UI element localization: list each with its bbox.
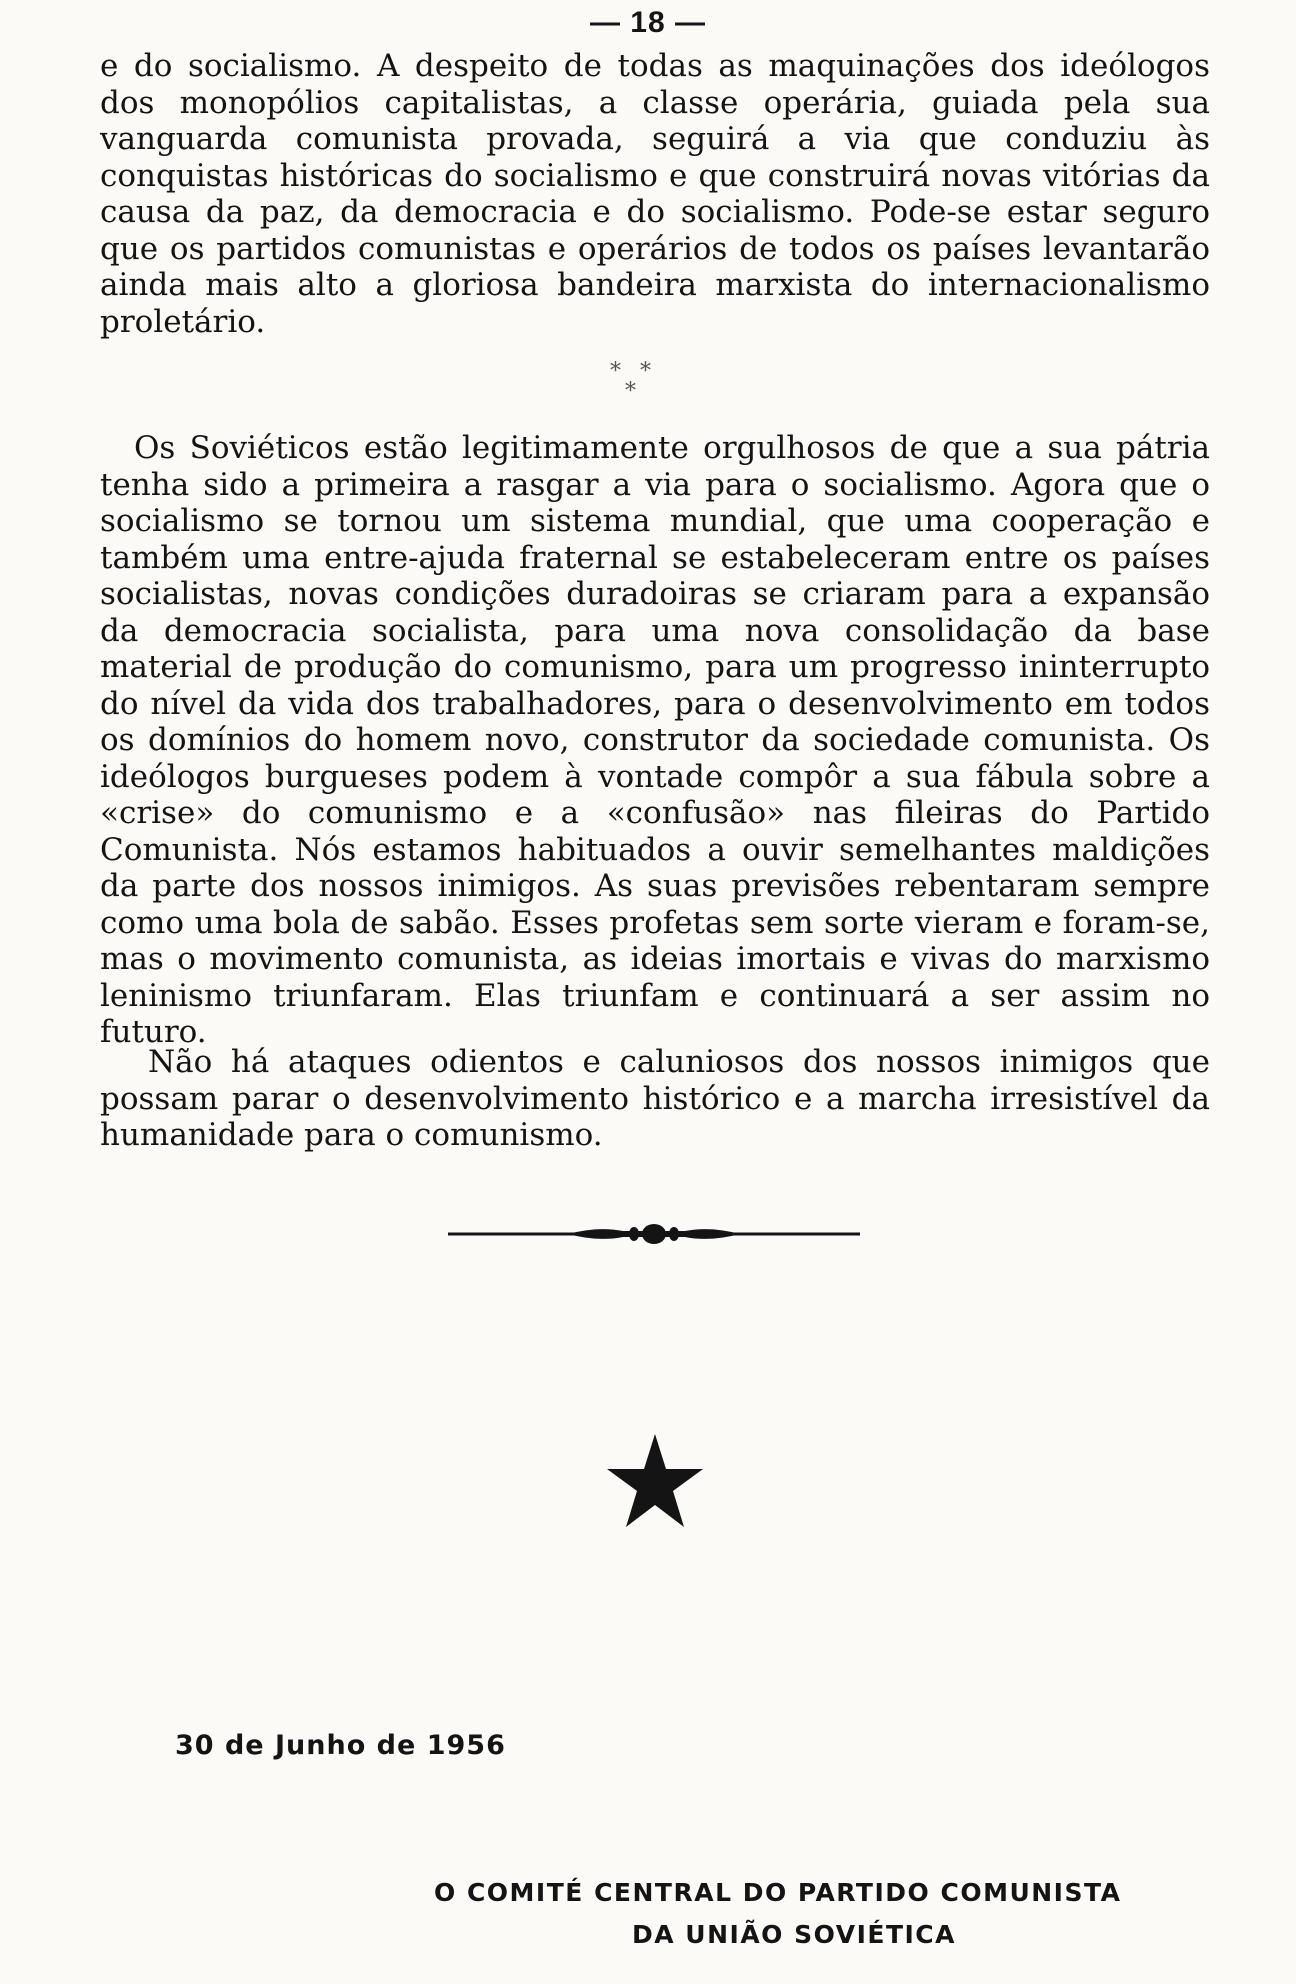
signature-line-1: O COMITÉ CENTRAL DO PARTIDO COMUNISTA [434, 1878, 1122, 1907]
page-number: — 18 — [589, 6, 707, 39]
ornamental-rule [448, 1222, 860, 1246]
section-separator-asterisks [610, 359, 657, 404]
star-icon [604, 1432, 706, 1532]
signature-line-2: DA UNIÃO SOVIÉTICA [632, 1920, 956, 1949]
date-line: 30 de Junho de 1956 [175, 1730, 506, 1761]
paragraph-3: Não há ataques odientos e caluniosos dos nossos inimigos que possam parar o desenvolvimento histórico e a marcha irresistível da humanidade para o comunismo. [100, 1044, 1210, 1153]
asterisk-glyphs: * * * [610, 359, 657, 404]
signature-block [434, 1872, 1224, 1956]
paragraph-2: Os Soviéticos estão legitimamente orgulhosos de que a sua pátria tenha sido a primeira a rasgar a via para o socialismo. Agora que o socialismo se tornou um sistema mundial, que uma cooperação e também uma entre-ajuda fraternal se estabeleceram entre os países socialistas, novas condições duradoiras se criaram para a expansão da democracia socialista, para uma nova consolidação da base material de produção do comunismo, para um progresso ininterrupto do nível da vida dos trabalhadores, para o desenvolvimento em todos os domínios do homem novo, construtor da sociedade comunista. Os ideólogos burgueses podem à vontade compôr a sua fábula sobre a «crise» do comunismo e a «confusão» nas fileiras do Partido Comunista. Nós estamos habituados a ouvir semelhantes maldições da parte dos nossos inimigos. As suas previsões rebentaram sempre como uma bola de sabão. Esses profetas sem sorte vieram e foram-se, mas o movimento comunista, as ideias imortais e vivas do marxismo leninismo triunfaram. Elas triunfam e continuará a ser assim no futuro. [100, 430, 1210, 1050]
paragraph-1: e do socialismo. A despeito de todas as maquinações dos ideólogos dos monopólios capitalistas, a classe operária, guiada pela sua vanguarda comunista provada, seguirá a via que conduziu às conquistas históricas do socialismo e que construirá novas vitórias da causa da paz, da democracia e do socialismo. Pode-se estar seguro que os partidos comunistas e operários de todos os países levantarão ainda mais alto a gloriosa bandeira marxista do internacionalismo proletário. [100, 48, 1210, 340]
